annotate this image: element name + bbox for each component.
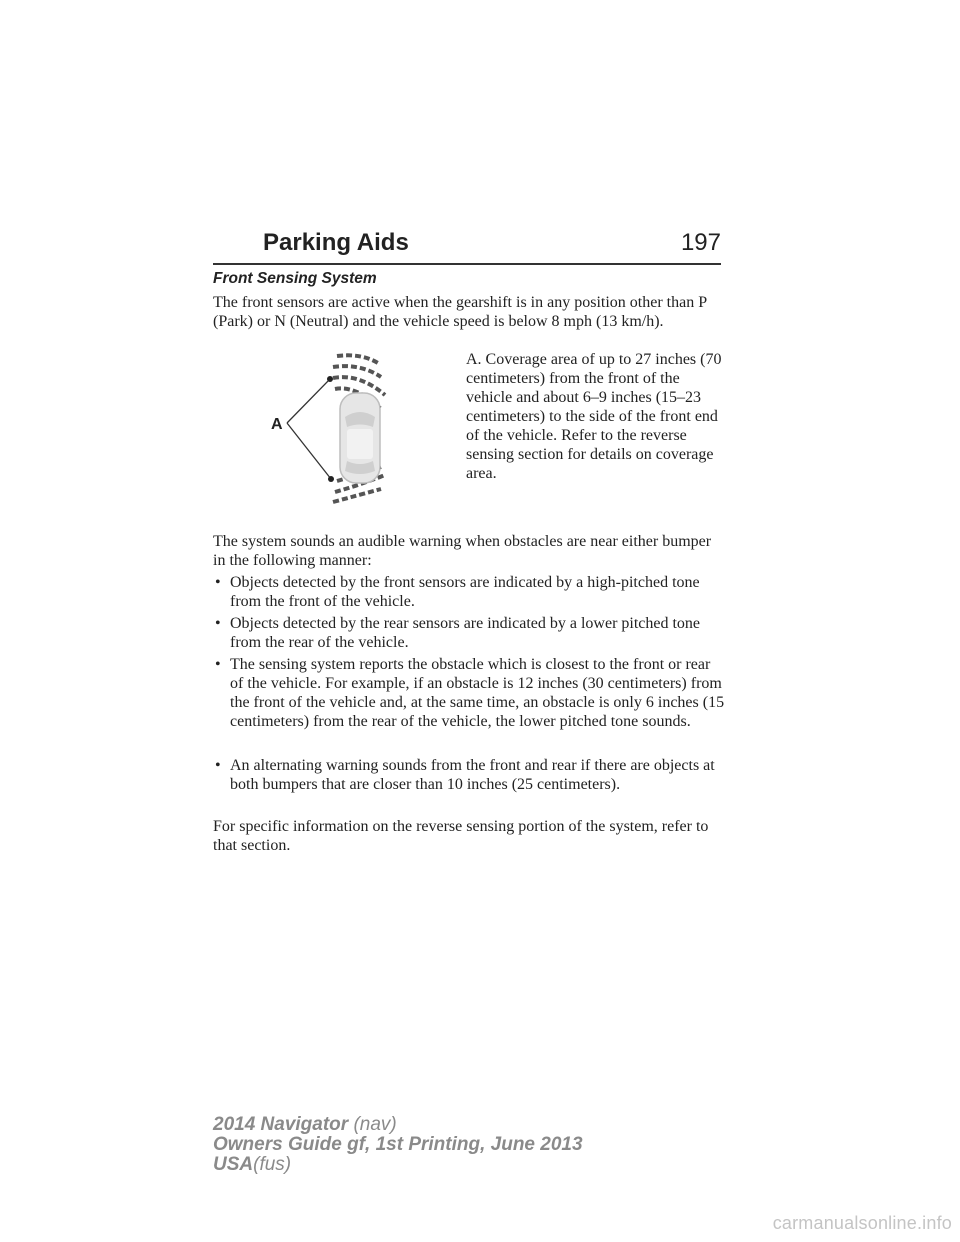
footer-model-code: (nav) xyxy=(353,1114,397,1135)
intro-paragraph: The front sensors are active when the gearshift is in any position other than P (Park) or N (Neutral) and the vehicle speed is below 8 mph (13 km/h). xyxy=(213,294,707,330)
list-item-text: The sensing system reports the obstacle which is closest to the front or rear of the vehicle. For example, if an obstacle is 12 inches (30 centimeters) from the front of the vehicle and, at the same time, an obstacle is only 6 inches (15 centimeters) from the rear of the vehicle, the lower pitched tone sounds. xyxy=(230,656,725,730)
section-title: Front Sensing System xyxy=(213,270,377,287)
footer-edition: Owners Guide gf, 1st Printing, June 2013 xyxy=(213,1134,583,1155)
bullet-icon: • xyxy=(215,757,221,774)
page-footer xyxy=(213,1115,583,1175)
page-number: 197 xyxy=(680,229,721,256)
figure-label-a: A xyxy=(271,416,283,433)
bullet-icon: • xyxy=(215,656,221,673)
vehicle-sensor-diagram xyxy=(263,343,403,508)
coverage-figure xyxy=(263,343,403,508)
list-item-text: Objects detected by the rear sensors are indicated by a lower pitched tone from the rear of the vehicle. xyxy=(230,615,701,651)
list-item-text: An alternating warning sounds from the front and rear if there are objects at both bumpers that are closer than 10 inches (25 centimeters). xyxy=(230,757,715,793)
bullet-icon: • xyxy=(215,615,221,632)
page-header xyxy=(213,229,721,261)
warning-intro-paragraph: The system sounds an audible warning when obstacles are near either bumper in the following manner: xyxy=(213,533,712,569)
car-icon xyxy=(340,393,380,483)
figure-caption: A. Coverage area of up to 27 inches (70 centimeters) from the front of the vehicle and about 6–9 inches (15–23 centimeters) to the side of the front end of the vehicle. Refer to the reverse sensing section for details on coverage area. xyxy=(466,351,722,482)
closing-paragraph: For specific information on the reverse sensing portion of the system, refer to that section. xyxy=(213,818,709,854)
list-item-text: Objects detected by the front sensors are indicated by a high-pitched tone from the front of the vehicle. xyxy=(230,574,700,610)
header-divider xyxy=(213,263,721,265)
watermark: carmanualsonline.info xyxy=(772,1213,952,1233)
page-title: Parking Aids xyxy=(263,229,409,256)
footer-region: USA xyxy=(213,1154,254,1175)
footer-model: 2014 Navigator xyxy=(213,1114,349,1135)
footer-region-code: (fus) xyxy=(253,1154,292,1175)
bullet-icon: • xyxy=(215,574,221,591)
